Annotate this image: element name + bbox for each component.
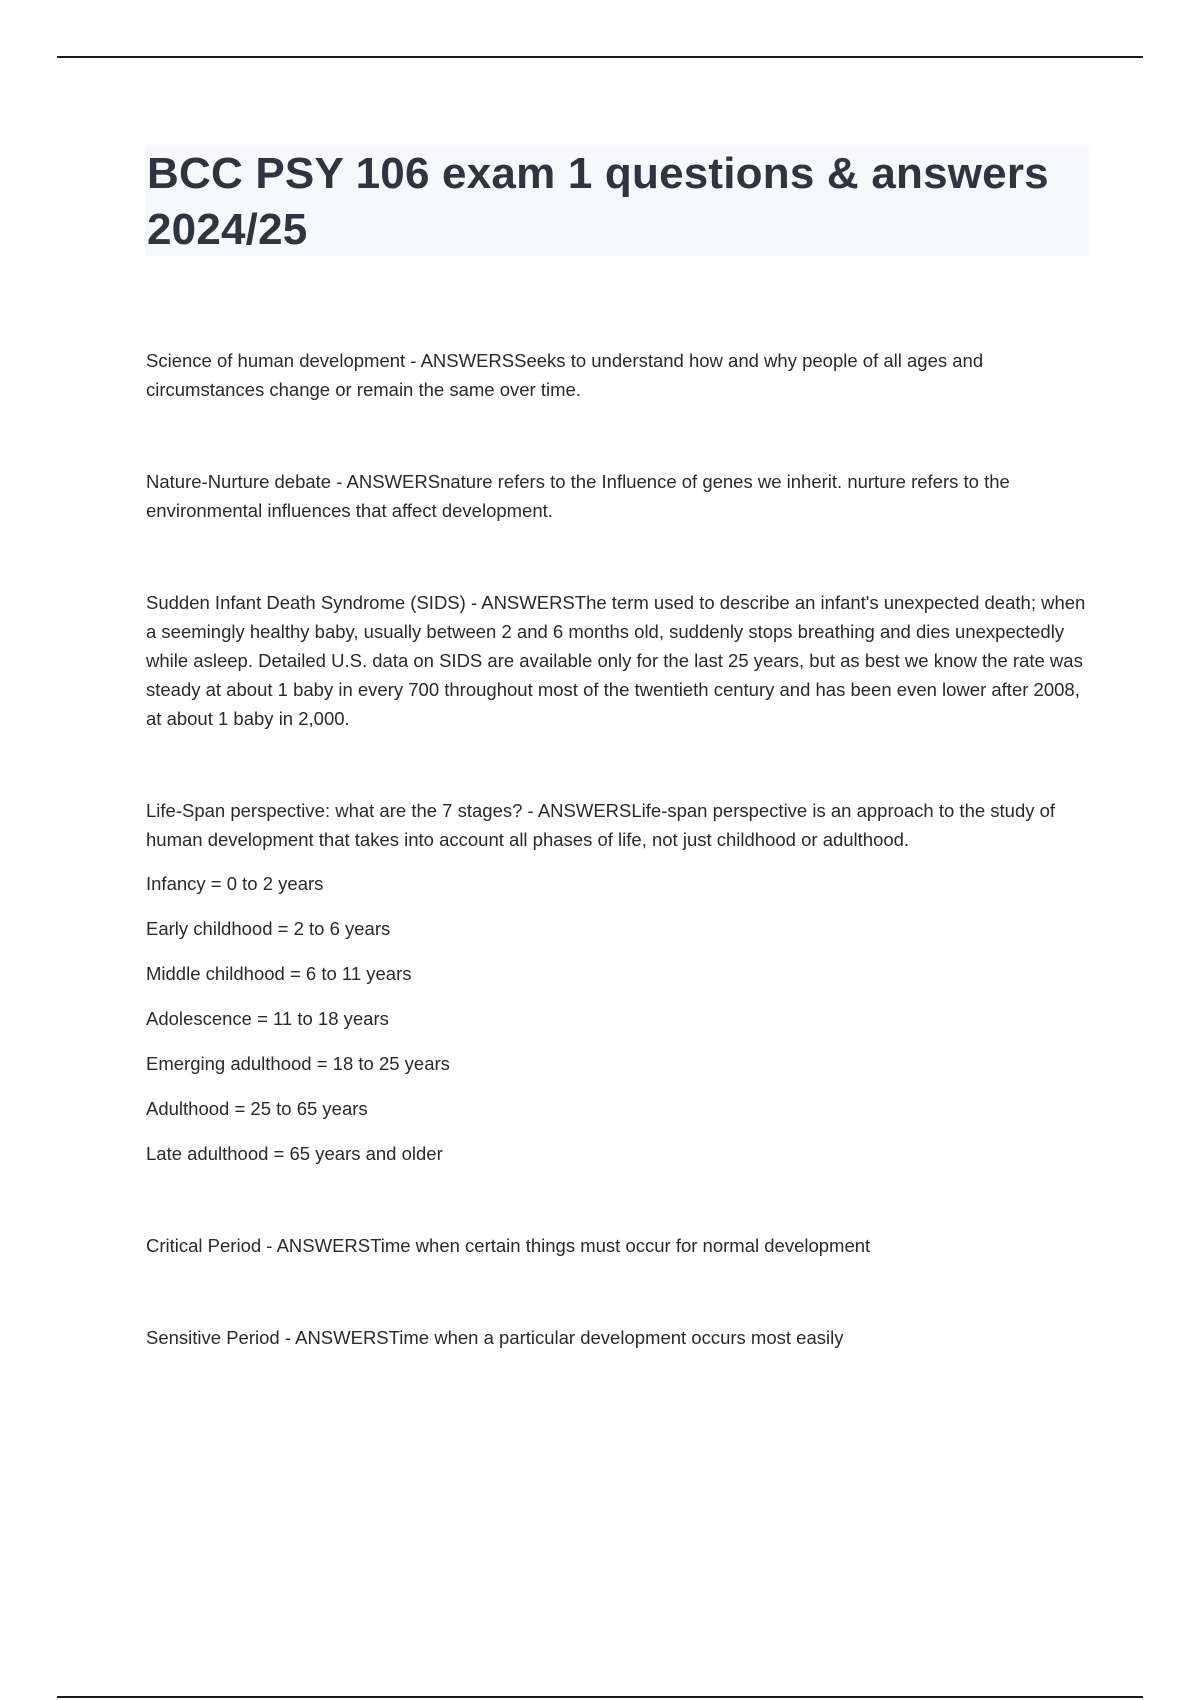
bottom-rule bbox=[57, 1696, 1143, 1698]
qa-term: Nature-Nurture debate bbox=[146, 471, 332, 492]
qa-term: Life-Span perspective: what are the 7 stages? bbox=[146, 800, 523, 821]
qa-term: Sudden Infant Death Syndrome (SIDS) bbox=[146, 592, 466, 613]
qa-separator: - bbox=[522, 800, 538, 821]
qa-entry bbox=[146, 588, 1090, 733]
qa-answer: ANSWERSnature refers to the Influence of genes we inherit. nurture refers to the environmental influences that affect development. bbox=[146, 471, 1010, 521]
qa-answer: ANSWERSThe term used to describe an infant's unexpected death; when a seemingly healthy baby, usually between 2 and 6 months old, suddenly stops breathing and dies unexpectedly while asleep. Detailed U.S. data on SIDS are available only for the last 25 years, but as best we know the rate was steady at about 1 baby in every 700 throughout most of the twentieth century and has been even lower after 2008, at about 1 baby in 2,000. bbox=[146, 592, 1086, 729]
qa-separator: - bbox=[279, 1327, 296, 1348]
qa-term: Science of human development bbox=[146, 350, 406, 371]
life-stage-item: Adulthood = 25 to 65 years bbox=[146, 1098, 368, 1119]
qa-separator: - bbox=[465, 592, 482, 613]
qa-term: Critical Period bbox=[146, 1235, 262, 1256]
document-body bbox=[146, 346, 1090, 1352]
life-stage-item: Early childhood = 2 to 6 years bbox=[146, 918, 391, 939]
qa-answer: ANSWERSSeeks to understand how and why people of all ages and circumstances change or remain the same over time. bbox=[146, 350, 984, 400]
qa-separator: - bbox=[331, 471, 347, 492]
life-stage-item: Late adulthood = 65 years and older bbox=[146, 1143, 443, 1164]
life-stage-item: Adolescence = 11 to 18 years bbox=[146, 1008, 389, 1029]
qa-entry bbox=[146, 1231, 1090, 1260]
qa-answer: ANSWERSLife-span perspective is an approach to the study of human development that takes into account all phases of life, not just childhood or adulthood. bbox=[146, 800, 1056, 850]
life-stage-item: Emerging adulthood = 18 to 25 years bbox=[146, 1053, 450, 1074]
qa-separator: - bbox=[405, 350, 421, 371]
qa-answer: ANSWERSTime when a particular development occurs most easily bbox=[295, 1327, 844, 1348]
life-stage-list bbox=[146, 869, 1090, 1168]
title-banner bbox=[145, 146, 1089, 256]
qa-entry bbox=[146, 467, 1090, 525]
page-title: BCC PSY 106 exam 1 questions & answers 2024/25 bbox=[147, 149, 1049, 254]
qa-entry bbox=[146, 346, 1090, 404]
qa-entry bbox=[146, 1323, 1090, 1352]
life-stage-item: Infancy = 0 to 2 years bbox=[146, 873, 324, 894]
qa-entry bbox=[146, 796, 1090, 854]
qa-term: Sensitive Period bbox=[146, 1327, 280, 1348]
qa-answer: ANSWERSTime when certain things must occur for normal development bbox=[276, 1235, 871, 1256]
top-rule bbox=[57, 56, 1143, 58]
qa-separator: - bbox=[261, 1235, 277, 1256]
life-stage-item: Middle childhood = 6 to 11 years bbox=[146, 963, 412, 984]
